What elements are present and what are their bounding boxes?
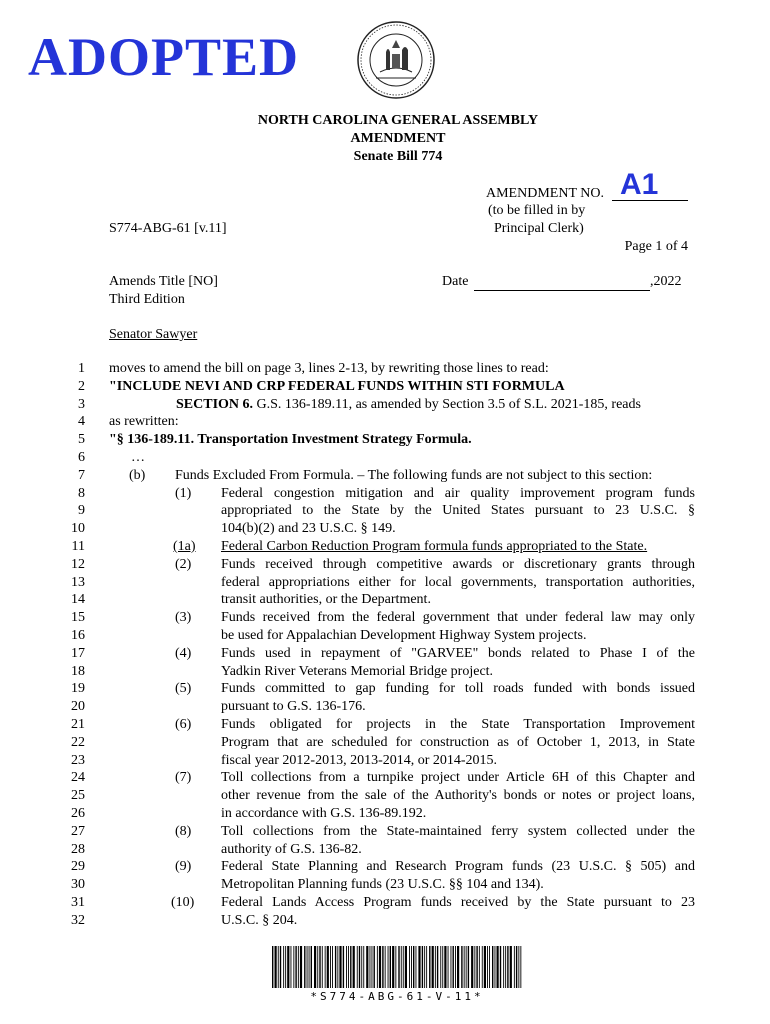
edition: Third Edition [109,292,185,307]
barcode-bar [283,946,284,988]
barcode-bar [372,946,373,988]
line-10: 10 104(b)(2) and 23 U.S.C. § 149. [71,521,396,537]
barcode-bar [451,946,452,988]
barcode-bar [422,946,423,988]
line-7: 7 (b) Funds Excluded From Formula. – The following funds are not subject to this section: [78,467,653,483]
barcode-bar [468,946,469,988]
barcode-bar [350,946,351,988]
barcode-bar [418,946,420,988]
amendment-no-field [612,168,688,201]
barcode-icon [270,946,524,988]
clerk-note-1: (to be filled in by [488,203,586,218]
barcode-bar [343,946,344,988]
barcode-bar [332,946,333,988]
barcode-bar [416,946,417,988]
barcode-bar [309,946,310,988]
barcode-bar [363,946,364,988]
line-20: 20 pursuant to G.S. 136-176. [71,699,366,715]
barcode-bar [500,946,501,988]
barcode-bar [366,946,368,988]
header-bill: Senate Bill 774 [353,149,443,164]
barcode-bar [322,946,323,988]
date-field [474,274,650,291]
line-19: 19 (5) Funds committed to gap funding for toll roads funded with bonds issued [71,681,695,697]
barcode-bar [325,946,326,988]
barcode-bar [448,946,449,988]
barcode-bar [429,946,430,988]
barcode-bar [291,946,292,988]
line-23: 23 fiscal year 2012-2013, 2013-2014, or 2014-2015. [71,752,498,768]
line-13: 13 federal appropriations either for local governments, transportation authorities, [71,574,695,590]
barcode-bar [453,946,454,988]
barcode-bar [409,946,410,988]
barcode-bar [337,946,338,988]
line-12: 12 (2) Funds received through competitive awards or discretionary grants through [71,556,695,572]
line-29: 29 (9) Federal State Planning and Research Program funds (23 U.S.C. § 505) and [71,859,695,875]
date-label: Date [442,274,469,289]
barcode-bar [401,946,402,988]
barcode-bar [440,946,441,988]
line-2: 2 "INCLUDE NEVI AND CRP FEDERAL FUNDS WITHIN STI FORMULA [78,378,565,394]
barcode-bar [497,946,499,988]
line-14: 14 transit authorities, or the Department. [71,592,431,608]
barcode-bar [510,946,512,988]
barcode-bar [278,946,279,988]
barcode-bar [455,946,456,988]
barcode-bar [304,946,305,988]
barcode-bar [403,946,404,988]
line-8: 8 (1) Federal congestion mitigation and air quality improvement program funds [78,485,695,501]
clerk-note-2: Principal Clerk) [494,221,584,236]
barcode-bar [335,946,336,988]
barcode-bar [411,946,412,988]
barcode-bar [457,946,459,988]
barcode-bar [461,946,462,988]
sponsor: Senator Sawyer [109,327,198,342]
barcode-bar [437,946,438,988]
barcode-bar [330,946,331,988]
barcode-bar [370,946,371,988]
line-28: 28 authority of G.S. 136-82. [71,841,362,857]
line-25: 25 other revenue from the sale of the Authority's bonds or notes or project loans, [71,788,695,804]
line-18: 18 Yadkin River Veterans Memorial Bridge project. [71,663,494,679]
barcode-bar [474,946,475,988]
amendment-body [65,360,695,930]
barcode-bar [348,946,349,988]
line-27: 27 (8) Toll collections from the State-maintained ferry system collected under the [71,823,695,839]
barcode-bar [314,946,316,988]
barcode-bar [398,946,399,988]
barcode-bar [482,946,483,988]
barcode-bar [507,946,508,988]
line-32: 32 U.S.C. § 204. [71,912,298,928]
barcode-bar [388,946,389,988]
adopted-stamp: ADOPTED [28,27,300,87]
barcode-bar [275,946,277,988]
amendment-no-value: A1 [620,168,659,201]
barcode-bar [444,946,446,988]
barcode-bar [424,946,425,988]
line-4: 4 as rewritten: [78,414,179,430]
amends-title: Amends Title [NO] [109,274,218,289]
barcode-bar [390,946,391,988]
line-9: 9 appropriated to the State by the United States pursuant to 23 U.S.C. § [78,503,695,519]
barcode-bar [327,946,329,988]
header-assembly: NORTH CAROLINA GENERAL ASSEMBLY [257,113,539,128]
line-30: 30 Metropolitan Planning funds (23 U.S.C. §§ 104 and 134). [71,877,544,893]
barcode-bar [432,946,434,988]
barcode-bar [353,946,355,988]
line-31: 31 (10) Federal Lands Access Program funds received by the State pursuant to 23 [71,894,695,910]
barcode-bar [426,946,427,988]
barcode-bar [464,946,465,988]
barcode-bar [317,946,318,988]
line-11: 11 (1a) Federal Carbon Reduction Program formula funds appropriated to the State. [71,538,648,554]
barcode-text: *S774-ABG-61-V-11* [310,990,484,1003]
barcode-bar [295,946,296,988]
barcode-bar [516,946,517,988]
barcode-bar [311,946,312,988]
barcode-bar [435,946,436,988]
barcode-bar [503,946,504,988]
barcode-bar [495,946,496,988]
barcode-bar [484,946,486,988]
nc-state-seal-icon [356,20,436,100]
barcode-bar [272,946,273,988]
barcode-bar [489,946,490,988]
barcode-bar [300,946,302,988]
barcode-bar [405,946,407,988]
barcode-bar [346,946,347,988]
barcode-bar [379,946,381,988]
barcode-bar [392,946,394,988]
line-26: 26 in accordance with G.S. 136-89.192. [71,805,427,821]
barcode-bar [471,946,473,988]
line-15: 15 (3) Funds received from the federal government that under federal law may only [71,610,695,626]
barcode-bar [518,946,519,988]
barcode-bar [514,946,515,988]
barcode-bar [361,946,362,988]
barcode-bar [374,946,375,988]
line-16: 16 be used for Appalachian Development Highway System projects. [71,627,587,643]
barcode-bar [520,946,521,988]
barcode-bar [492,946,493,988]
header-amendment: AMENDMENT [350,131,446,146]
date-year: ,2022 [650,274,682,289]
barcode-bar [466,946,467,988]
barcode-bar [377,946,378,988]
barcode-bar [280,946,281,988]
barcode-bar [357,946,358,988]
barcode-bar [395,946,396,988]
line-17: 17 (4) Funds used in repayment of "GARVEE" bonds related to Phase I of the [71,645,695,661]
line-21: 21 (6) Funds obligated for projects in the State Transportation Improvement [71,716,695,732]
barcode-bar [359,946,360,988]
barcode-bar [487,946,488,988]
line-24: 24 (7) Toll collections from a turnpike project under Article 6H of this Chapter and [71,770,695,786]
barcode-bar [442,946,443,988]
document-id: S774-ABG-61 [v.11] [109,221,227,236]
barcode-bar [298,946,299,988]
barcode-bar [505,946,506,988]
barcode-bar [385,946,386,988]
barcode-bar [339,946,341,988]
line-22: 22 Program that are scheduled for construction as of October 1, 2013, in State [71,734,695,750]
line-3: 3 SECTION 6. G.S. 136-189.11, as amended by Section 3.5 of S.L. 2021-185, reads [78,396,641,412]
amendment-no-label: AMENDMENT NO. [486,186,604,201]
barcode-bar [307,946,308,988]
barcode-bar [319,946,320,988]
barcode-bar [382,946,383,988]
barcode-bar [413,946,414,988]
barcode-bar [479,946,480,988]
page-number: Page 1 of 4 [624,239,688,254]
barcode-bar [285,946,286,988]
line-5: 5 "§ 136-189.11. Transportation Investment Strategy Formula. [78,432,472,448]
line-6: 6 … [78,449,145,465]
barcode-bar [293,946,294,988]
barcode-bar [476,946,477,988]
line-1: 1 moves to amend the bill on page 3, lines 2-13, by rewriting those lines to read: [78,361,549,376]
barcode-bar [287,946,289,988]
